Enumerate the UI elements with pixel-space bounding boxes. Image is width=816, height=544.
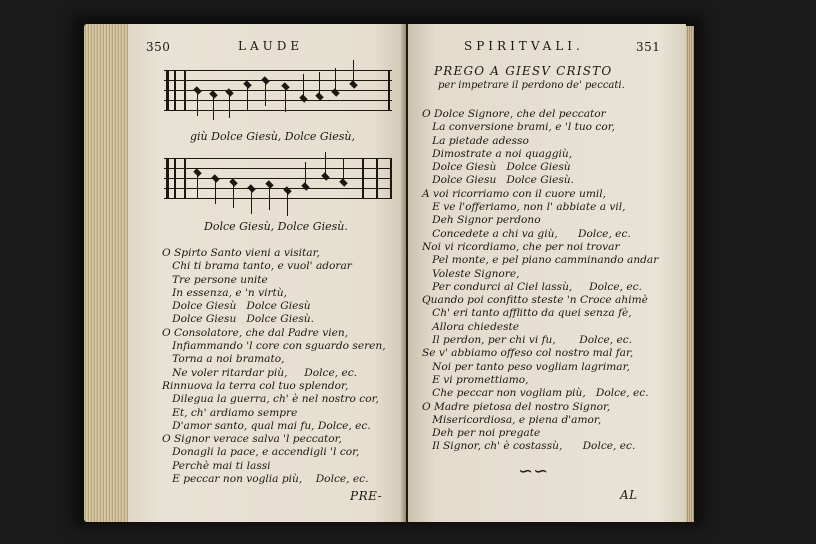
hymn-title: PREGO A GIESV CRISTO [434,64,613,78]
page-edges-left [84,24,130,522]
verse-line: Il perdon, per chi vi fu, Dolce, ec. [422,334,633,347]
bar-line [388,70,390,110]
right-page [408,24,686,522]
note-stem [265,82,266,106]
right-verses [422,108,658,454]
verse-line: D'amor santo, qual mai fu, Dolce, ec. [162,419,371,432]
verse-line: O Spirto Santo vieni a visitar, [162,247,320,259]
staff-line [164,100,392,101]
note-stem [287,192,288,216]
hymn-subtitle: per impetrare il perdono de' peccati. [438,80,625,91]
left-page [128,24,406,522]
verse-line: Per condurci al Ciel lassù, Dolce, ec. [422,280,642,293]
verse-line: O Consolatore, che dal Padre vien, [162,326,349,339]
note-stem [353,60,354,84]
verse-line: Perchè mai ti lassi [162,459,271,472]
bar-line [184,70,186,110]
lyric-line-1: giù Dolce Giesù, Dolce Giesù, [190,130,355,143]
verse-line: Infiammando 'l core con sguardo seren, [162,340,386,353]
verse-line: Noi vi ricordiamo, che per noi trovar [422,240,620,253]
verse-line: O Dolce Signore, che del peccator [422,108,606,120]
staff-line [164,158,392,159]
note-stem [303,74,304,98]
note-stem [215,180,216,204]
verse-line: La conversione brami, e 'l tuo cor, [422,121,615,134]
verse-line: Allora chiedeste [422,320,520,333]
note-stem [233,184,234,208]
note-stem [251,190,252,214]
note-stem [213,96,214,120]
note-stem [305,162,306,186]
verse-line: Rinnuova la terra col tuo splendor, [162,379,349,392]
verse-line: Dolce Giesu Dolce Giesù. [422,174,574,187]
verse-line: Dolce Giesù Dolce Giesù [162,300,311,313]
bar-line [376,158,378,198]
note-stem [269,186,270,210]
verse-line: E peccar non voglia più, Dolce, ec. [162,473,369,486]
verse-line: Dilegua la guerra, ch' è nel nostro cor, [162,393,379,406]
bar-line [362,158,364,198]
verse-line: Pel monte, e pel piano camminando andar [422,254,659,267]
verse-line: Dolce Giesù Dolce Giesù [422,161,571,174]
note-stem [319,72,320,96]
running-head-right: SPIRITVALI. [464,39,584,53]
verse-line: E ve l'offeriamo, non l' abbiate a vil, [422,201,626,214]
page-number-right: 351 [636,40,661,54]
staff-line [164,80,392,81]
verse-line: Et, ch' ardiamo sempre [162,406,298,419]
running-head-left: LAUDE [238,39,304,53]
verse-line: Deh Signor perdono [422,214,541,227]
note-stem [197,174,198,198]
catchword-left: PRE- [350,489,383,503]
staff-line [164,198,392,199]
note-stem [247,86,248,110]
staff-line [164,178,392,179]
music-staff-2 [164,158,392,198]
verse-line: Noi per tanto peso vogliam lagrimar, [422,360,630,373]
catchword-right: AL [620,488,638,502]
verse-line: O Signor verace salva 'l peccator, [162,433,342,446]
verse-line: Quando poi confitto steste 'n Croce ahimè [422,294,648,307]
verse-line: O Madre pietosa del nostro Signor, [422,400,611,413]
note-stem [343,158,344,182]
verse-line: La pietade adesso [422,134,529,147]
verse-line: Misericordiosa, e piena d'amor, [422,413,602,426]
staff-line [164,70,392,71]
verse-line: Voleste Signore, [422,267,520,280]
page-number-left: 350 [146,40,171,54]
verse-line: Che peccar non vogliam più, Dolce, ec. [422,387,649,400]
clef-icon [166,158,176,198]
note-stem [197,92,198,116]
verse-line: Dolce Giesu Dolce Giesù. [162,313,314,326]
verse-line: Concedete a chi va giù, Dolce, ec. [422,227,631,240]
verse-line: Il Signor, ch' è costassù, Dolce, ec. [422,440,636,453]
verse-line: Deh per noi pregate [422,427,541,440]
verse-line: Dimostrate a noi quaggiù, [422,147,573,160]
lyric-line-2: Dolce Giesù, Dolce Giesù. [204,220,348,233]
verse-line: Ch' eri tanto afflitto da quei senza fè, [422,307,632,320]
note-stem [335,68,336,92]
verse-line: E vi promettiamo, [422,373,529,386]
bar-line [184,158,186,198]
verse-line: Torna a noi bramato, [162,353,285,366]
verse-line: Chi ti brama tanto, e vuol' adorar [162,260,352,273]
verse-line: A voi ricorriamo con il cuore umil, [422,187,607,200]
note-stem [325,152,326,176]
ornament-icon: ∽∽ [518,461,549,482]
note-stem [285,88,286,112]
left-verses [162,247,386,486]
staff-line [164,188,392,189]
verse-line: Ne voler ritardar più, Dolce, ec. [162,366,358,379]
verse-line: Donagli la pace, e accendigli 'l cor, [162,446,360,459]
verse-line: In essenza, e 'n virtù, [162,286,287,299]
bar-line [390,158,392,198]
verse-line: Se v' abbiamo offeso col nostro mal far, [422,347,634,360]
verse-line: Tre persone unite [162,273,268,286]
music-staff-1 [164,70,392,110]
clef-icon [166,70,176,110]
note-stem [229,94,230,118]
staff-line [164,110,392,111]
